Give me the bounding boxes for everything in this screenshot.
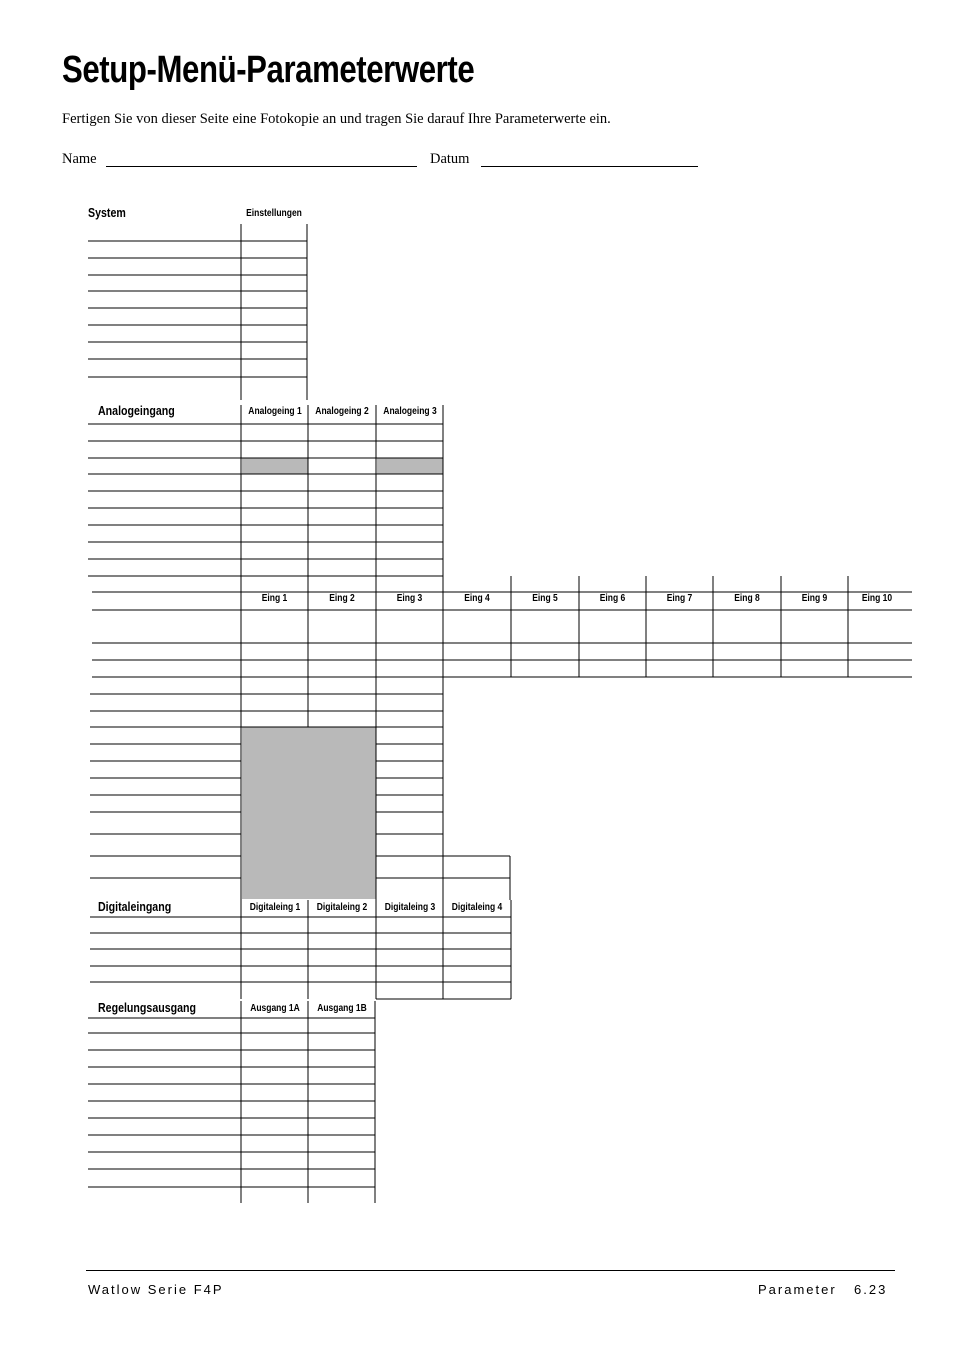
shaded-cell [377, 458, 443, 474]
column-header: Digitaleing 3 [384, 902, 436, 913]
intro-text: Fertigen Sie von dieser Seite eine Fotokopie an und tragen Sie darauf Ihre Parameterwerte ein. [62, 111, 611, 127]
input-header: Eing 7 [666, 593, 693, 604]
input-header: Eing 2 [329, 593, 355, 604]
footer-title: Watlow Serie F4P [88, 1282, 224, 1297]
system-section-label: System [88, 206, 126, 220]
column-header: Analogeing 1 [248, 406, 302, 417]
input-header: Eing 5 [532, 593, 558, 604]
input-header: Eing 4 [464, 593, 490, 604]
date-label: Datum [430, 151, 470, 167]
input-header: Eing 1 [261, 593, 288, 604]
shaded-block [242, 727, 376, 899]
column-header: Analogeing 2 [315, 406, 369, 417]
column-header: Ausgang 1B [317, 1003, 367, 1014]
column-header: Einstellungen [246, 208, 302, 219]
input-header: Eing 3 [396, 593, 423, 604]
control-section-label: Regelungsausgang [98, 1001, 197, 1015]
analog-section-label: Analogeingang [98, 404, 175, 418]
input-header: Eing 8 [734, 593, 760, 604]
column-header: Digitaleing 1 [249, 902, 301, 913]
column-header: Digitaleing 2 [316, 902, 368, 913]
input-header: Eing 10 [861, 593, 893, 604]
name-label: Name [62, 151, 97, 167]
digital-section-label: Digitaleingang [98, 900, 172, 914]
column-header: Analogeing 3 [383, 406, 437, 417]
page-title: Setup-Menü-Parameterwerte [62, 49, 475, 91]
footer-rule [86, 1270, 895, 1271]
column-header: Digitaleing 4 [451, 902, 503, 913]
input-header: Eing 9 [801, 593, 828, 604]
input-header: Eing 6 [599, 593, 626, 604]
shaded-cell [242, 458, 308, 474]
column-header: Ausgang 1A [250, 1003, 300, 1014]
page-number: 6.23 [854, 1282, 888, 1297]
footer-section: Parameter [758, 1282, 837, 1297]
